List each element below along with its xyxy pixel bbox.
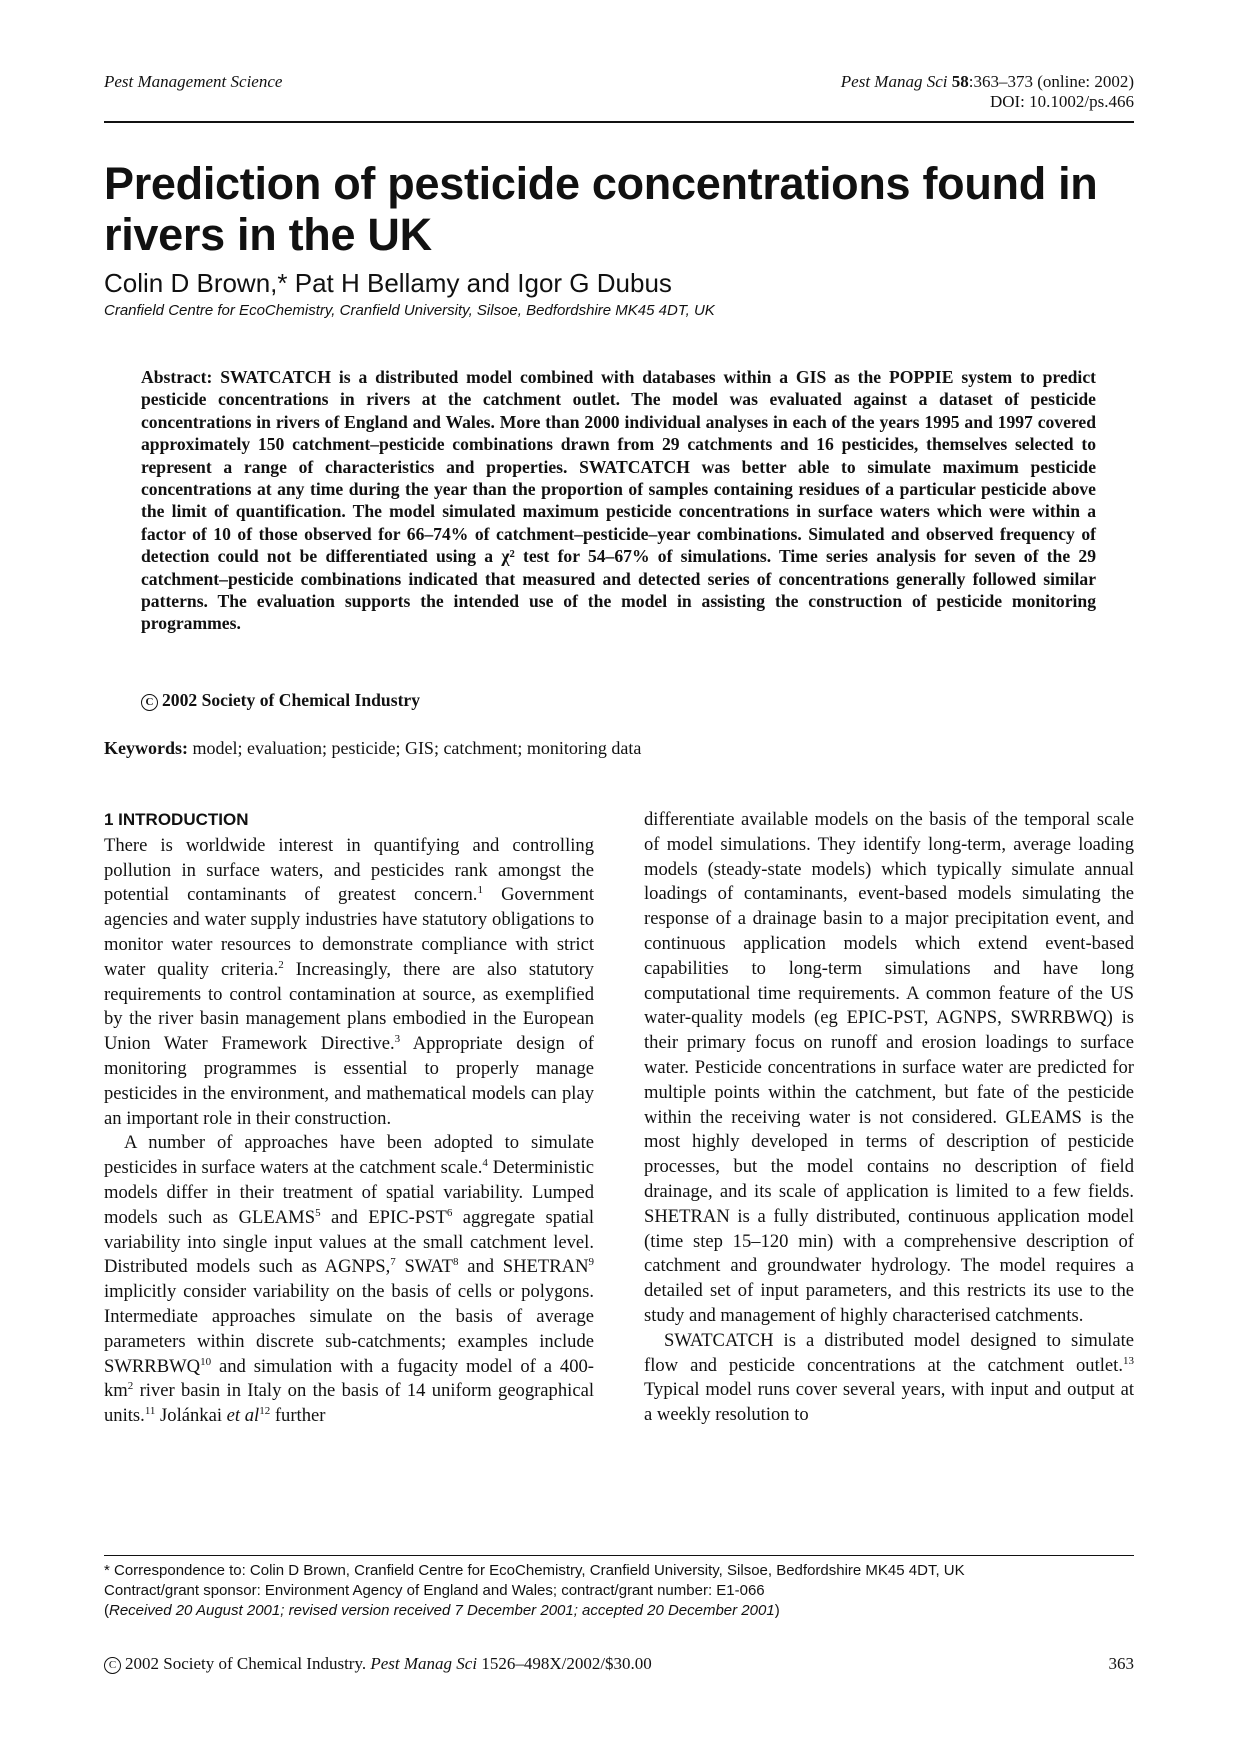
citation-pages: :363–373 (online: 2002)	[968, 72, 1134, 91]
citation-ref[interactable]: 9	[588, 1256, 594, 1269]
citation-ref[interactable]: 8	[453, 1256, 459, 1269]
keywords-text: model; evaluation; pesticide; GIS; catchment; monitoring data	[192, 738, 642, 758]
abstract-copyright	[141, 690, 420, 711]
citation-ref[interactable]: 1	[477, 884, 483, 897]
text-run: A number of approaches have been adopted to simulate pesticides in surface waters at the catchment scale.	[104, 1132, 594, 1179]
text-run: Deterministic models differ in their treatment of spatial variability. Lumped models such as GLEAMS	[104, 1157, 594, 1228]
citation-ref[interactable]: 12	[259, 1405, 271, 1418]
footer-journal: Pest Manag Sci	[370, 1654, 478, 1673]
footer-copyright: 2002 Society of Chemical Industry.	[125, 1654, 371, 1673]
copyright-icon: C	[104, 1657, 121, 1674]
keywords-label: Keywords:	[104, 738, 188, 758]
text-run: and SHETRAN	[458, 1256, 589, 1278]
abstract-label: Abstract:	[141, 367, 213, 387]
abstract-text: SWATCATCH is a distributed model combined with databases within a GIS as the POPPIE system to predict pesticide concentrations in rivers at the catchment outlet. The model was evaluated against a dataset of pesticide concentrations in rivers of England and Wales. More than 2000 individual analyses in each of the years 1995 and 1997 covered approximately 150 catchment–pesticide combinations drawn from 29 catchments and 16 pesticides, themselves selected to represent a range of characteristics and properties. SWATCATCH was better able to simulate maximum pesticide concentrations at any time during the year than the proportion of samples containing residues of a particular pesticide above the limit of quantification. The model simulated maximum pesticide concentrations in surface waters which were within a factor of 10 of those observed for 66–74% of catchment–pesticide–year combinations. Simulated and observed frequency of detection could not be differentiated using a χ² test for 54–67% of simulations. Time series analysis for seven of the 29 catchment–pesticide combinations indicated that measured and detected series of concentrations generally followed similar patterns. The evaluation supports the intended use of the model in assisting the construction of pesticide monitoring programmes.	[141, 367, 1096, 634]
received-note: (Received 20 August 2001; revised version received 7 December 2001; accepted 20 December 2001)	[104, 1602, 780, 1619]
running-header	[104, 70, 1134, 126]
doi[interactable]: DOI: 10.1002/ps.466	[989, 92, 1134, 111]
author-list: Colin D Brown,* Pat H Bellamy and Igor G Dubus	[104, 268, 672, 298]
text-run: river basin in Italy on the basis of 14 uniform geographical units.	[104, 1380, 594, 1427]
citation-ref[interactable]: 2	[278, 958, 284, 971]
footnote-rule	[104, 1555, 1134, 1556]
text-run: SWATCATCH is a distributed model designed to simulate flow and pesticide concentrations at the catchment outlet.	[644, 1329, 1134, 1376]
text-run-italic: et al	[226, 1405, 260, 1427]
text-run: and simulation with a fugacity model of a 400-km	[104, 1355, 594, 1402]
correspondence-note: * Correspondence to: Colin D Brown, Cranfield Centre for EcoChemistry, Cranfield University, Silsoe, Bedfordshire MK45 4DT, UK	[104, 1562, 965, 1579]
article-title: Prediction of pesticide concentrations found in rivers in the UK	[104, 158, 1098, 260]
footnotes	[104, 1561, 1134, 1621]
body-column-left	[104, 808, 594, 1429]
paragraph	[104, 1131, 594, 1429]
citation-ref[interactable]: 13	[1123, 1354, 1134, 1367]
citation-ref[interactable]: 7	[390, 1256, 396, 1269]
journal-name: Pest Management Science	[104, 72, 283, 91]
citation-journal: Pest Manag Sci	[840, 72, 948, 91]
text-run: There is worldwide interest in quantifying and controlling pollution in surface waters, and pesticides rank amongst the potential contaminants of greatest concern.	[104, 834, 594, 906]
affiliation: Cranfield Centre for EcoChemistry, Cranfield University, Silsoe, Bedfordshire MK45 4DT, UK	[104, 302, 715, 319]
paragraph	[104, 834, 594, 1132]
citation-ref[interactable]: 3	[394, 1033, 401, 1046]
header-rule	[104, 121, 1134, 123]
page-number: 363	[1108, 1654, 1134, 1673]
paragraph	[644, 1329, 1134, 1428]
text-run: Typical model runs cover several years, with input and output at a weekly resolution to	[644, 1379, 1134, 1426]
citation-ref[interactable]: 10	[200, 1355, 212, 1368]
text-run: Appropriate design of monitoring programmes is essential to properly manage pesticides in the environment, and mathematical models can play an important role in their construction.	[104, 1033, 594, 1129]
text-run: Jolánkai	[155, 1405, 227, 1427]
grant-note: Contract/grant sponsor: Environment Agency of England and Wales; contract/grant number: E1-066	[104, 1582, 765, 1599]
text-run: Government agencies and water supply industries have statutory obligations to monitor water resources to demonstrate compliance with strict water quality criteria.	[104, 884, 595, 980]
text-run: and EPIC-PST	[320, 1206, 447, 1228]
page-footer	[104, 1654, 1134, 1674]
citation-ref[interactable]: 5	[315, 1206, 321, 1219]
text-run: implicitly consider variability on the basis of cells or polygons. Intermediate approaches simulate on the basis of average parameters within discrete sub-catchments; examples include SWRRBWQ	[104, 1281, 594, 1377]
body-column-right	[644, 808, 1134, 1428]
citation-ref[interactable]: 4	[482, 1157, 488, 1170]
citation-ref[interactable]: 6	[446, 1206, 453, 1219]
abstract-copyright-text: 2002 Society of Chemical Industry	[162, 690, 421, 710]
received-dates: Received 20 August 2001; revised version received 7 December 2001; accepted 20 December 2001	[109, 1602, 775, 1619]
text-run: SWAT	[395, 1256, 454, 1278]
text-run: aggregate spatial variability into single input values at the small catchment level. Distributed models such as AGNPS,	[104, 1206, 595, 1278]
section-heading: 1 INTRODUCTION	[104, 810, 249, 829]
superscript-2: 2	[127, 1380, 134, 1393]
text-run: Increasingly, there are also statutory requirements to control contamination at source, as exemplified by the river basin management plans embodied in the European Union Water Framework Directive.	[104, 958, 594, 1055]
footer-issn: 1526–498X/2002/$30.00	[477, 1654, 652, 1673]
paragraph: differentiate available models on the basis of the temporal scale of model simulations. They identify long-term, average loading models (steady-state models) which typically simulate annual loadings of contaminants, event-based models simulating the response of a drainage basin to a major precipitation event, and continuous application models which extend event-based capabilities to long-term simulations and have long computational time requirements. A common feature of the US water-quality models (eg EPIC-PST, AGNPS, SWRRBWQ) is their primary focus on runoff and erosion loadings to surface water. Pesticide concentrations in surface water are predicted for multiple points within the catchment, but fate of the pesticide within the receiving water is not considered. GLEAMS is the most highly developed in terms of description of pesticide processes, but the model contains no description of field drainage, and its scale of application is limited to a few fields. SHETRAN is a fully distributed, continuous application model (time step 15–120 min) with a comprehensive description of catchment and groundwater hydrology. The model requires a detailed set of input parameters, and this restricts its use to the study and management of highly characterised catchments.	[644, 809, 1134, 1326]
keywords	[104, 738, 641, 759]
text-run: further	[270, 1405, 326, 1427]
abstract	[141, 366, 1096, 635]
citation-block	[841, 72, 1134, 112]
citation-ref[interactable]: 11	[144, 1405, 156, 1418]
copyright-icon: C	[141, 694, 158, 711]
citation-volume: 58	[951, 72, 969, 91]
